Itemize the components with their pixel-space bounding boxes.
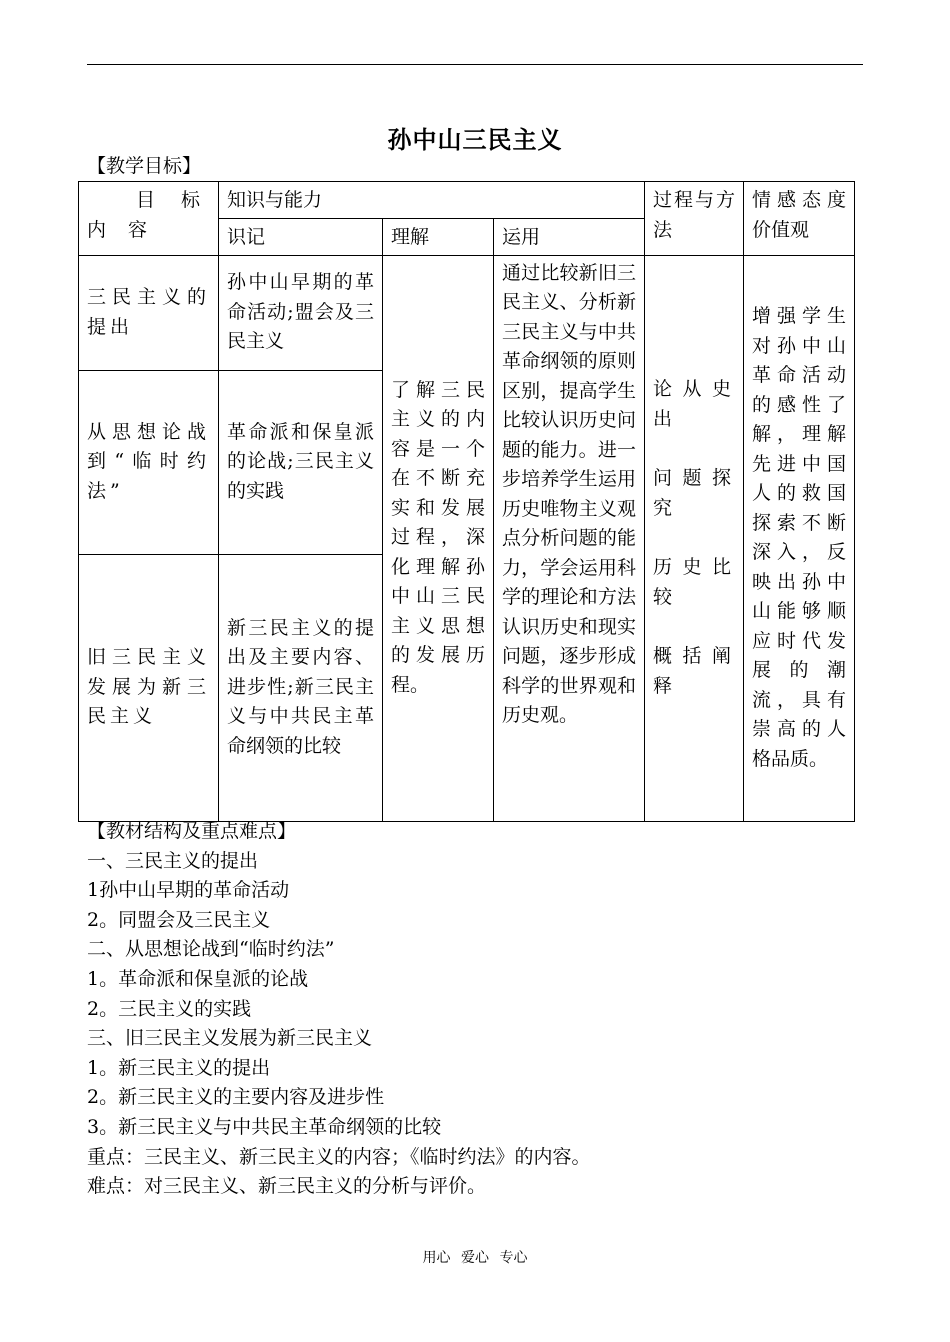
- structure-line: 3。新三民主义与中共民主革命纲领的比较: [87, 1115, 442, 1138]
- process-method-header: 过程与方法: [645, 182, 744, 256]
- apply-subheader: 运用: [494, 219, 645, 256]
- header-rule: [87, 64, 863, 65]
- method-item: 问题探究: [653, 467, 736, 519]
- key-points-line: 重点：三民主义、新三民主义的内容；《临时约法》的内容。: [87, 1145, 591, 1168]
- structure-line: 1。新三民主义的提出: [87, 1056, 271, 1079]
- apply-cell: 通过比较新旧三民主义、分析新三民主义与中共革命纲领的原则区别，提高学生比较认识历史问题的能力。进一步培养学生运用历史唯物主义观点分析问题的能力，学会运用科学的理论和方法认识历史和现实问题，逐步形成科学的世界观和历史观。: [494, 255, 645, 821]
- understand-cell: 了解三民主义的内容是一个在不断充实和发展过程，深化理解孙中山三民主义思想的发展历程。: [383, 255, 494, 821]
- content-cell: 从思想论战到“临时约法”: [79, 370, 219, 554]
- content-cell: 三民主义的提出: [79, 255, 219, 370]
- structure-line: 一、三民主义的提出: [87, 849, 259, 872]
- objectives-table: [78, 181, 855, 822]
- method-item: 概括阐释: [653, 645, 736, 697]
- recall-subheader: 识记: [219, 219, 383, 256]
- structure-line: 三、旧三民主义发展为新三民主义: [87, 1027, 373, 1050]
- page-footer: 用心 爱心 专心: [422, 1250, 528, 1266]
- structure-line: 1。革命派和保皇派的论战: [87, 967, 309, 990]
- table-row: [79, 255, 855, 370]
- knowledge-ability-header: 知识与能力: [219, 182, 645, 219]
- methods-cell: [645, 255, 744, 821]
- understand-subheader: 理解: [383, 219, 494, 256]
- corner-goal-label: 目 标: [135, 189, 210, 211]
- corner-header-cell: [79, 182, 219, 256]
- recall-cell: 革命派和保皇派的论战;三民主义的实践: [219, 370, 383, 554]
- structure-line: 2。新三民主义的主要内容及进步性: [87, 1086, 385, 1109]
- recall-cell: 孙中山早期的革命活动;盟会及三民主义: [219, 255, 383, 370]
- method-item: 论从史出: [653, 378, 736, 430]
- structure-section: [87, 817, 867, 1202]
- page-title: 孙中山三民主义: [387, 126, 563, 154]
- structure-line: 2。三民主义的实践: [87, 997, 252, 1020]
- structure-line: 二、从思想论战到“临时约法”: [87, 938, 335, 961]
- structure-heading: 【教材结构及重点难点】: [87, 820, 297, 842]
- structure-line: 2。同盟会及三民主义: [87, 908, 271, 931]
- emotion-cell: 增强学生对孙中山革命活动的感性了解，理解先进中国人的救国探索不断深入，反映出孙中山能够顺应时代发展的潮流，具有崇高的人格品质。: [744, 255, 855, 821]
- difficulties-line: 难点：对三民主义、新三民主义的分析与评价。: [87, 1175, 487, 1198]
- corner-content-label: 内 容: [87, 218, 156, 241]
- recall-cell: 新三民主义的提出及主要内容、进步性;新三民主义与中共民主革命纲领的比较: [219, 554, 383, 821]
- teaching-goals-heading: 【教学目标】: [87, 155, 202, 177]
- structure-line: 1孙中山早期的革命活动: [87, 879, 290, 902]
- content-cell: 旧三民主义发展为新三民主义: [79, 554, 219, 821]
- method-item: 历史比较: [653, 556, 736, 608]
- emotion-values-header: 情感态度价值观: [744, 182, 855, 256]
